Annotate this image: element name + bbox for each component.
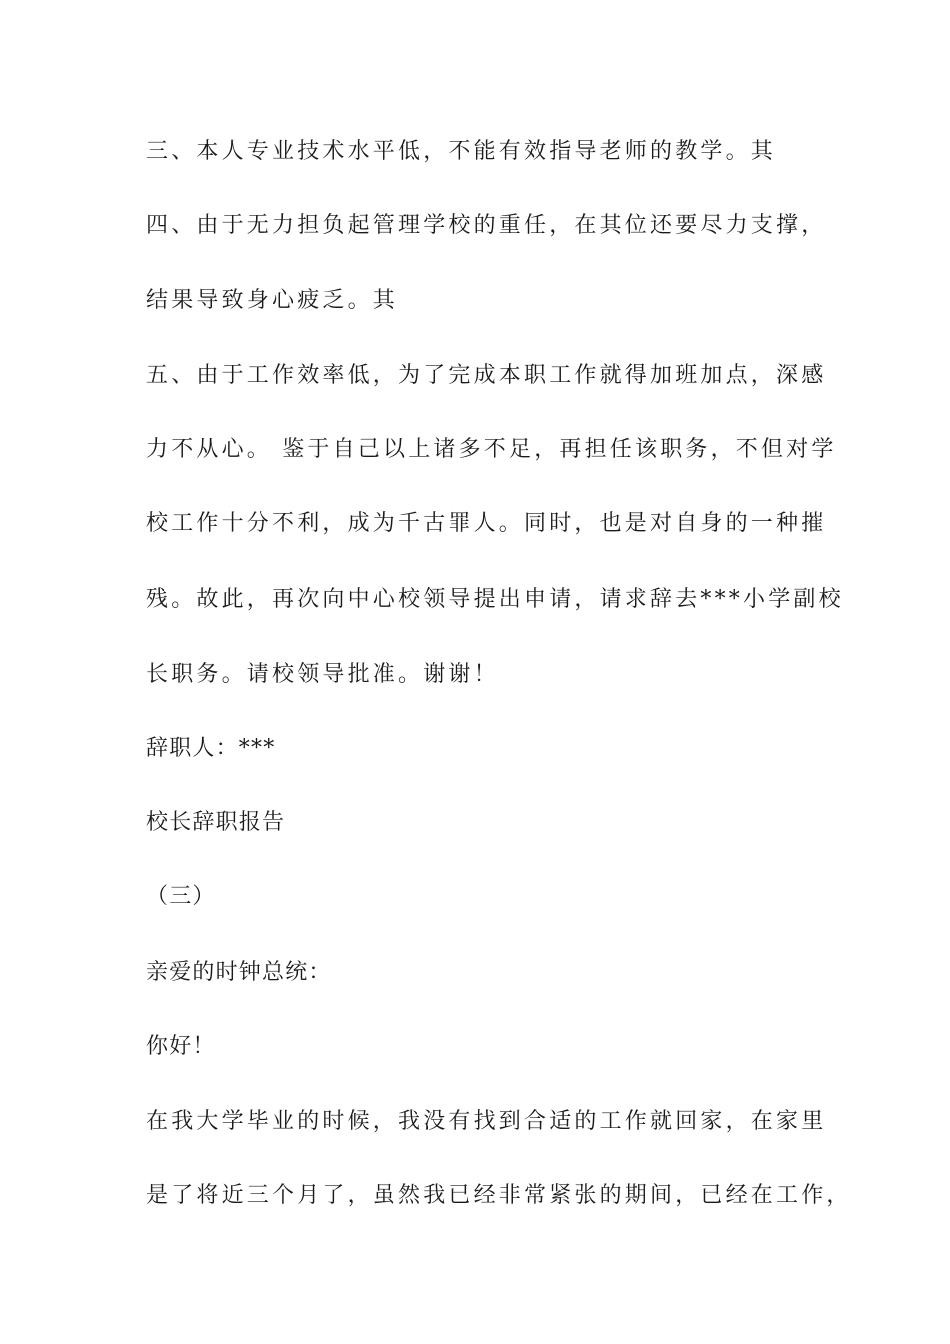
text-line-7: 残。故此，再次向中心校领导提出申请，请求辞去***小学副校 <box>146 587 844 612</box>
salutation: 亲爱的时钟总统： <box>146 960 332 985</box>
text-line-15: 是了将近三个月了，虽然我已经非常紧张的期间，已经在工作， <box>146 1183 852 1208</box>
text-line-2: 四、由于无力担负起管理学校的重任，在其位还要尽力支撑， <box>146 213 827 238</box>
text-line-14: 在我大学毕业的时候，我没有找到合适的工作就回家，在家里 <box>146 1109 827 1134</box>
section-title: 校长辞职报告 <box>146 810 286 835</box>
signature-line: 辞职人：*** <box>146 736 276 761</box>
text-line-5: 力不从心。 鉴于自己以上诸多不足，再担任该职务，不但对学 <box>146 437 837 462</box>
text-line-6: 校工作十分不利，成为千古罪人。同时，也是对自身的一种摧 <box>146 511 827 536</box>
greeting: 你好！ <box>146 1034 216 1059</box>
text-line-4: 五、由于工作效率低，为了完成本职工作就得加班加点，深感 <box>146 363 827 388</box>
text-line-8: 长职务。请校领导批准。谢谢！ <box>146 662 499 687</box>
section-number: （三） <box>146 884 216 909</box>
text-line-3: 结果导致身心疲乏。其 <box>146 288 399 313</box>
text-line-1: 三、本人专业技术水平低，不能有效指导老师的教学。其 <box>146 139 777 164</box>
